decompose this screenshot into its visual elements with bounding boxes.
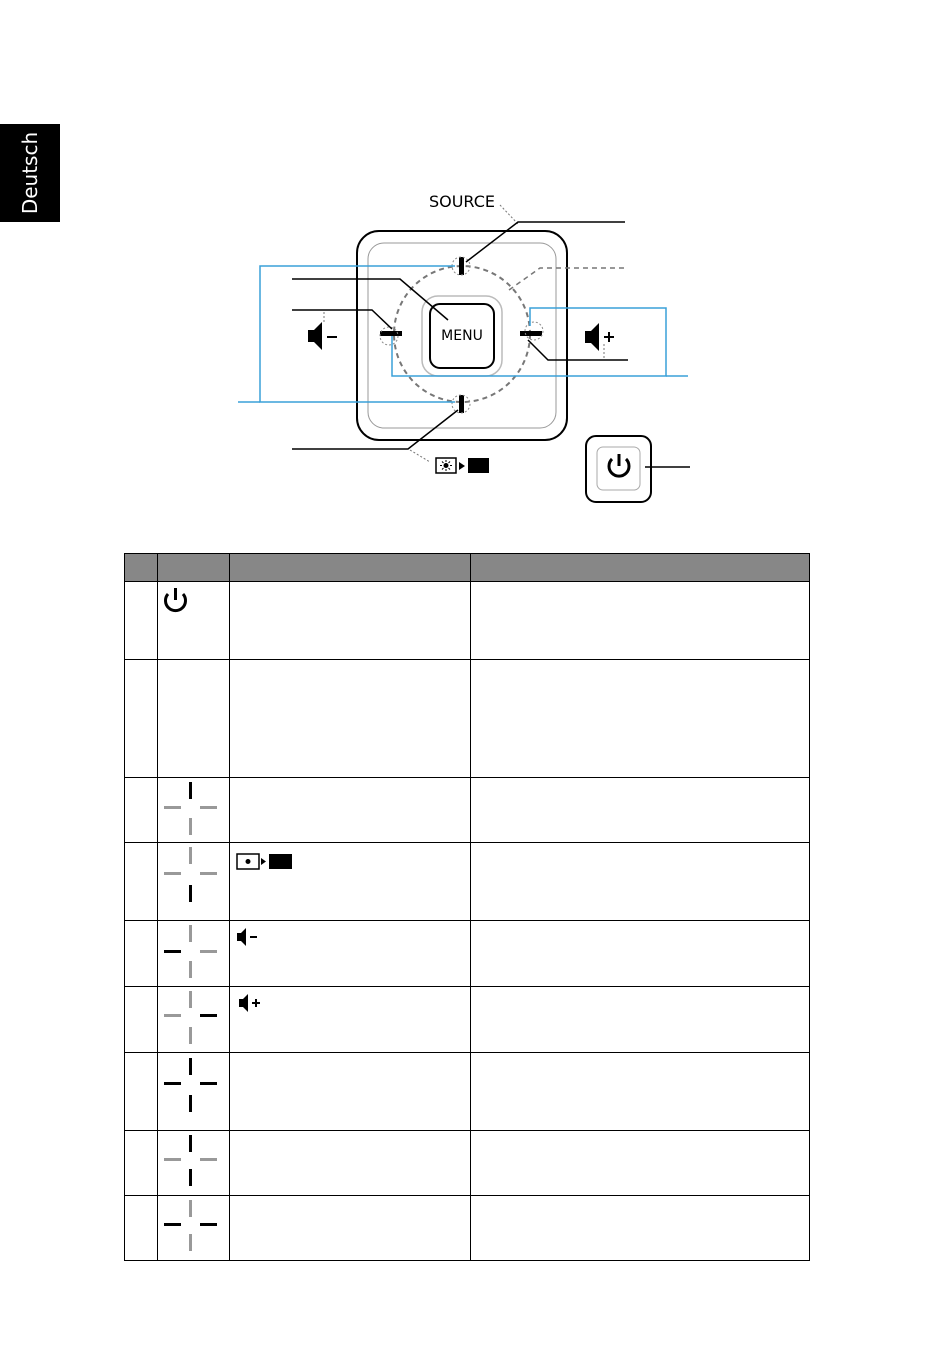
up-key[interactable] [459, 257, 464, 275]
table-row [125, 921, 810, 987]
table-row [125, 1196, 810, 1261]
left-key[interactable] [380, 331, 402, 336]
menu-label: MENU [441, 328, 483, 344]
header-description [471, 554, 810, 582]
cross-top-icon [158, 778, 230, 843]
table-row [125, 660, 810, 778]
down-key[interactable] [459, 395, 464, 413]
cross-top-bottom-icon [158, 1131, 230, 1196]
cross-left-right-icon [158, 1196, 230, 1261]
table-row [125, 582, 810, 660]
power-icon [158, 582, 230, 660]
brightness-blank-icon [436, 458, 489, 473]
brightness-blank-icon [230, 843, 300, 873]
header-icon [158, 554, 230, 582]
language-tab-label: Deutsch [18, 131, 42, 215]
volume-up-icon [585, 323, 614, 358]
cross-left-icon [158, 921, 230, 987]
volume-down-icon [230, 921, 270, 951]
table-row [125, 1131, 810, 1196]
source-label: SOURCE [428, 192, 496, 211]
right-key[interactable] [520, 331, 542, 336]
header-num [125, 554, 158, 582]
keypad-diagram [0, 0, 950, 540]
table-row [125, 843, 810, 921]
volume-down-icon [308, 312, 337, 350]
keys-table [124, 553, 810, 1261]
header-function [230, 554, 471, 582]
table-row [125, 1053, 810, 1131]
volume-up-icon [230, 987, 270, 1017]
table-row [125, 987, 810, 1053]
cross-bottom-icon [158, 843, 230, 921]
cross-top-bottom-left-right-icon [158, 1053, 230, 1131]
table-row [125, 778, 810, 843]
table-header-row [125, 554, 810, 582]
cross-right-icon [158, 987, 230, 1053]
power-button[interactable] [586, 436, 651, 502]
